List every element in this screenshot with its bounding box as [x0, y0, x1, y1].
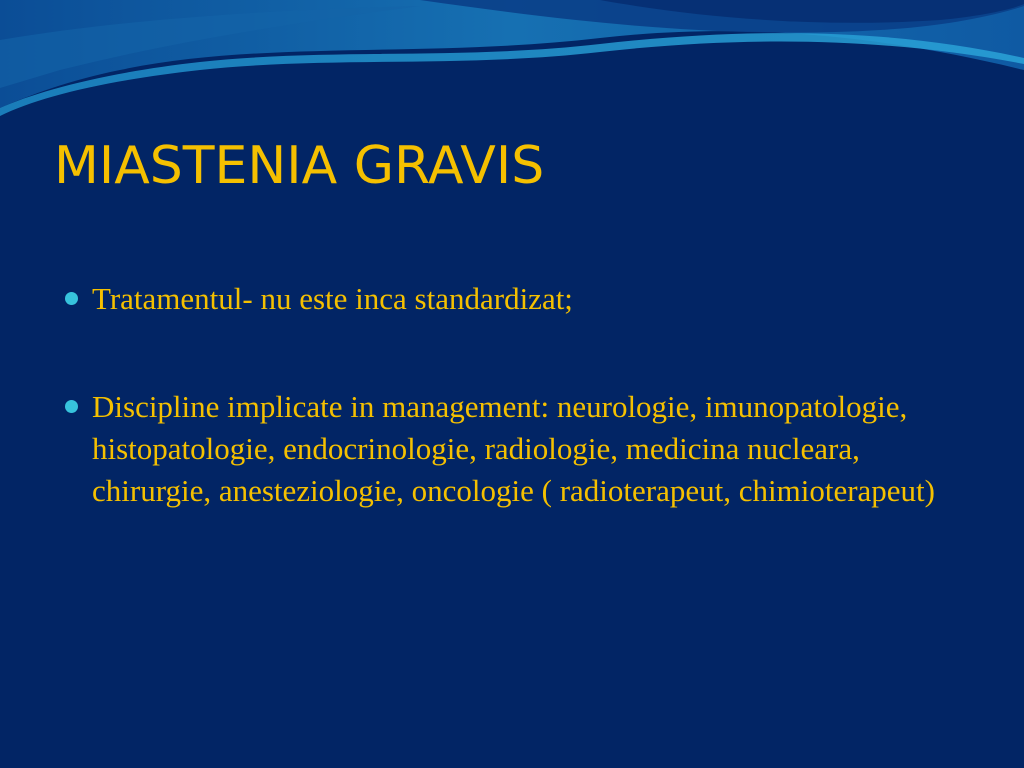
- bullet-item: [62, 278, 962, 320]
- bullet-dot-icon: [65, 292, 78, 305]
- slide-title: MIASTENIA GRAVIS: [54, 136, 545, 196]
- bullet-item: [62, 386, 962, 512]
- bullet-dot-icon: [65, 400, 78, 413]
- bullet-list: [62, 278, 962, 512]
- bullet-text: Discipline implicate in management: neurologie, imunopatologie, histopatologie, endocrinologie, radiologie, medicina nucleara, chirurgie, anesteziologie, oncologie ( radioterapeut, chimioterapeut): [92, 389, 935, 508]
- decorative-wave-banner: [0, 0, 1024, 120]
- bullet-text: Tratamentul- nu este inca standardizat;: [92, 281, 573, 316]
